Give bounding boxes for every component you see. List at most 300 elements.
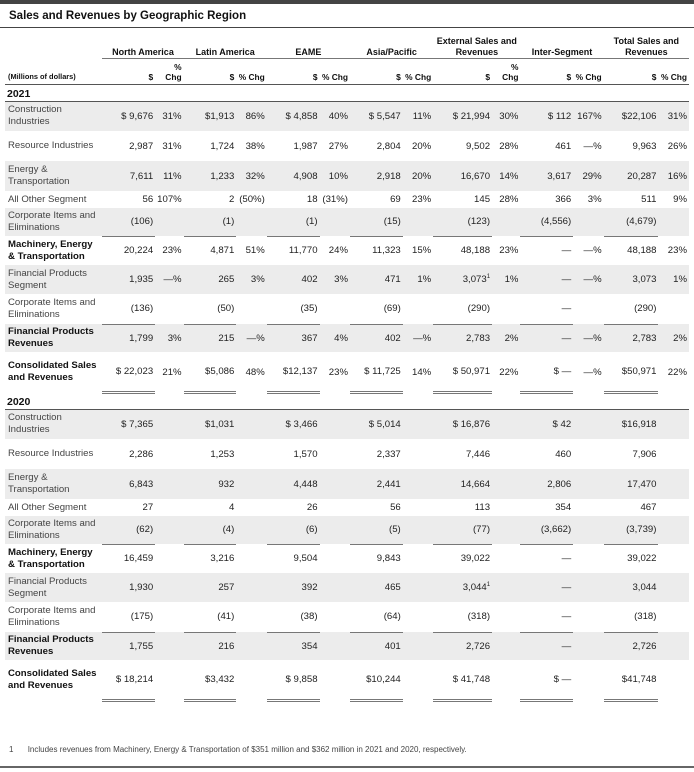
cell-total-value	[604, 516, 659, 544]
cell-text: 9,502	[466, 140, 491, 152]
cell-text: $ 50,971	[452, 365, 491, 377]
cell-external-value	[433, 409, 492, 439]
row-label: Energy & Transportation	[5, 469, 102, 499]
cell-north-america-pct	[155, 516, 183, 544]
cell-asia-pacific-pct: 15%	[412, 245, 432, 256]
cell-text: 6,843	[129, 478, 154, 490]
cell-latin-america-pct: 3%	[236, 265, 266, 294]
cell-asia-pacific-value	[350, 324, 403, 352]
cell-text: $16,918	[621, 418, 657, 430]
row-label: Financial Products Segment	[5, 265, 102, 294]
cell-eame-pct: 4%	[320, 324, 350, 352]
cell-north-america-pct	[155, 573, 183, 602]
cell-total-pct	[658, 469, 689, 499]
col-dollar-eame: $	[267, 58, 320, 84]
cell-text: 354	[555, 502, 572, 513]
cell-latin-america-pct	[236, 499, 266, 516]
cell-eame-pct	[320, 602, 350, 632]
cell-text: $ 21,994	[452, 110, 491, 122]
cell-asia-pacific-value	[350, 660, 403, 700]
title-divider	[0, 27, 694, 28]
cell-text: 16,670	[460, 170, 491, 182]
header-asia-pacific: Asia/Pacific	[350, 31, 433, 58]
cell-latin-america-pct: 51%	[245, 245, 265, 256]
cell-latin-america-value	[184, 265, 237, 294]
cell-north-america-pct	[155, 544, 183, 573]
cell-asia-pacific-pct: 1%	[403, 265, 433, 294]
cell-text: (15)	[383, 216, 401, 228]
cell-north-america-value	[102, 101, 155, 131]
cell-total-value	[604, 265, 659, 294]
cell-latin-america-pct	[236, 632, 266, 660]
row-label: All Other Segment	[8, 501, 87, 513]
cell-text: 1,987	[293, 140, 318, 152]
cell-north-america-value	[102, 131, 155, 161]
cell-eame-pct	[320, 632, 350, 660]
cell-text: —	[561, 582, 572, 593]
cell-north-america-value	[102, 191, 155, 208]
cell-external-pct	[492, 294, 520, 324]
cell-inter-segment-value	[520, 632, 573, 660]
cell-external-pct	[492, 573, 520, 602]
cell-text: (290)	[634, 303, 657, 315]
cell-total-value	[604, 499, 659, 516]
cell-inter-segment-pct	[573, 660, 603, 700]
footnote-marker: 1	[9, 745, 14, 754]
cell-text: 1,799	[129, 332, 154, 344]
row-label: Corporate Items and Eliminations	[5, 208, 102, 236]
cell-text: (62)	[136, 524, 154, 536]
cell-inter-segment-pct	[573, 573, 603, 602]
cell-text: 465	[384, 582, 401, 593]
cell-inter-segment-pct: —%	[583, 366, 602, 378]
cell-total-pct: 16%	[658, 161, 689, 191]
cell-eame-pct: 3%	[320, 265, 350, 294]
cell-text: (3,739)	[626, 524, 657, 536]
table-row	[5, 439, 689, 469]
cell-text: (290)	[467, 303, 491, 315]
row-label: Energy & Transportation	[5, 161, 102, 191]
footnote-ref: 1	[486, 273, 491, 280]
cell-asia-pacific-value	[350, 602, 403, 632]
cell-inter-segment-value	[520, 409, 573, 439]
cell-total-pct	[658, 516, 689, 544]
cell-text: 216	[218, 640, 235, 652]
cell-inter-segment-value	[520, 439, 573, 469]
cell-text: 20,287	[627, 170, 657, 182]
cell-asia-pacific-value	[350, 208, 403, 236]
cell-north-america-value	[102, 439, 155, 469]
cell-external-pct: 28%	[499, 140, 519, 152]
cell-asia-pacific-value	[350, 101, 403, 131]
cell-text: 2,337	[376, 448, 401, 460]
cell-text: $ 4,858	[285, 110, 318, 122]
cell-text: 366	[555, 194, 572, 205]
cell-latin-america-value	[184, 294, 237, 324]
cell-north-america-value	[102, 544, 155, 573]
cell-text: 215	[218, 332, 235, 344]
cell-eame-value	[267, 544, 320, 573]
cell-external-pct: 30%	[492, 101, 520, 131]
cell-eame-pct	[320, 208, 350, 236]
cell-eame-value	[267, 161, 320, 191]
cell-inter-segment-value	[520, 602, 573, 632]
cell-latin-america-pct: 32%	[236, 161, 266, 191]
top-border	[0, 0, 694, 4]
cell-text: 3,617	[547, 170, 572, 182]
cell-inter-segment-pct: 167%	[573, 101, 603, 131]
cell-text: 11,323	[372, 245, 401, 257]
cell-text: —	[561, 611, 572, 623]
cell-asia-pacific-pct	[403, 208, 433, 236]
cell-text: 56	[390, 502, 401, 513]
cell-asia-pacific-value	[350, 161, 403, 191]
table-row	[5, 660, 689, 700]
cell-asia-pacific-pct	[403, 632, 433, 660]
cell-text: (41)	[217, 611, 235, 623]
col-dollar-latin-america: $	[184, 58, 237, 84]
cell-inter-segment-pct	[573, 409, 603, 439]
cell-text: (69)	[383, 303, 401, 315]
cell-inter-segment-value	[520, 161, 573, 191]
cell-total-pct: 22%	[667, 366, 687, 378]
cell-text: 16,459	[123, 553, 154, 565]
cell-text: 9,504	[293, 553, 318, 565]
row-label: Resource Industries	[8, 140, 94, 151]
row-label: Consolidated Sales and Revenues	[8, 668, 97, 691]
cell-latin-america-pct	[236, 516, 266, 544]
cell-north-america-value	[102, 516, 155, 544]
cell-north-america-pct: 31%	[155, 101, 183, 131]
cell-text: (136)	[130, 303, 154, 315]
cell-text: (1)	[222, 216, 235, 228]
cell-latin-america-pct: 38%	[245, 140, 265, 152]
table-row	[5, 236, 689, 265]
cell-text: 4	[229, 502, 235, 513]
cell-external-pct	[492, 544, 520, 573]
cell-total-pct	[658, 439, 689, 469]
cell-external-value	[433, 516, 492, 544]
cell-text: 3,216	[210, 553, 235, 565]
cell-total-pct: 2%	[658, 324, 689, 352]
cell-latin-america-value	[184, 208, 237, 236]
cell-inter-segment-value	[520, 131, 573, 161]
cell-text: $ 9,858	[285, 673, 318, 685]
cell-text: $ —	[553, 673, 572, 685]
cell-text: 1,935	[129, 274, 154, 285]
cell-inter-segment-pct: 3%	[587, 194, 602, 205]
cell-text: (318)	[467, 611, 491, 623]
cell-latin-america-value	[184, 101, 237, 131]
cell-eame-pct	[320, 499, 350, 516]
cell-text: $ 42	[552, 418, 572, 430]
table-row	[5, 409, 689, 439]
cell-text: 257	[218, 582, 235, 593]
cell-total-value	[604, 161, 659, 191]
col-pct-north-america: % Chg	[155, 58, 183, 84]
cell-text: 354	[301, 640, 318, 652]
cell-asia-pacific-pct: 11%	[403, 101, 433, 131]
cell-north-america-pct	[155, 409, 183, 439]
table-row	[5, 499, 689, 516]
cell-eame-value	[267, 632, 320, 660]
cell-text: 2,441	[376, 478, 401, 490]
cell-external-value	[433, 469, 492, 499]
cell-asia-pacific-pct	[403, 294, 433, 324]
cell-latin-america-pct: 86%	[236, 101, 266, 131]
cell-eame-pct	[320, 469, 350, 499]
cell-text: 4,448	[293, 478, 318, 490]
cell-north-america-value	[102, 409, 155, 439]
cell-total-pct	[658, 208, 689, 236]
cell-eame-pct	[320, 294, 350, 324]
cell-text: $1,913	[205, 110, 235, 122]
cell-latin-america-pct	[236, 409, 266, 439]
cell-total-value	[604, 236, 659, 265]
table-row	[5, 208, 689, 236]
col-dollar-asia-pacific: $	[350, 58, 403, 84]
cell-text: $ 5,014	[368, 418, 401, 430]
cell-inter-segment-value	[520, 324, 573, 352]
cell-text: 401	[384, 640, 401, 652]
cell-text: $12,137	[282, 365, 318, 377]
cell-text: $ 3,466	[285, 418, 318, 430]
cell-eame-value	[267, 294, 320, 324]
cell-eame-pct	[320, 516, 350, 544]
cell-text: 2,726	[466, 640, 491, 652]
cell-north-america-pct	[155, 632, 183, 660]
cell-north-america-value	[102, 236, 155, 265]
cell-north-america-pct	[155, 439, 183, 469]
cell-text: (64)	[383, 611, 401, 623]
header-inter-segment: Inter-Segment	[520, 31, 603, 58]
cell-text: 27	[142, 502, 154, 513]
cell-asia-pacific-value	[350, 294, 403, 324]
cell-text: 367	[301, 332, 318, 344]
cell-total-pct	[658, 544, 689, 573]
cell-north-america-pct: —%	[155, 265, 183, 294]
cell-text: 48,188	[460, 245, 491, 257]
row-label: Resource Industries	[8, 448, 94, 459]
cell-external-value	[433, 660, 492, 700]
footnote-text: Includes revenues from Machinery, Energy & Transportation of $351 million and $362 million in 2021 and 2020, respectively.	[27, 745, 467, 754]
cell-asia-pacific-value	[350, 131, 403, 161]
cell-text: $3,432	[205, 673, 235, 685]
cell-inter-segment-value	[520, 469, 573, 499]
cell-eame-value	[267, 352, 320, 392]
table-row	[5, 294, 689, 324]
col-pct-external: % Chg	[492, 58, 520, 84]
row-label: Financial Products Revenues	[5, 324, 102, 352]
cell-north-america-value	[102, 352, 155, 392]
cell-text: $ 16,876	[452, 418, 491, 430]
cell-text: —	[561, 245, 572, 257]
cell-eame-pct	[320, 409, 350, 439]
cell-text: (50)	[217, 303, 235, 315]
cell-external-value	[433, 632, 492, 660]
cell-text: —	[561, 640, 572, 652]
cell-eame-pct: 27%	[328, 140, 348, 152]
table-row	[5, 191, 689, 208]
cell-total-value	[604, 294, 659, 324]
cell-inter-segment-pct	[573, 439, 603, 469]
header-total-sales: Total Sales and Revenues	[604, 31, 689, 58]
cell-inter-segment-pct	[573, 602, 603, 632]
col-pct-eame: % Chg	[320, 58, 350, 84]
cell-north-america-value	[102, 324, 155, 352]
cell-eame-pct: 40%	[320, 101, 350, 131]
cell-text: $1,031	[205, 418, 235, 430]
cell-latin-america-value	[184, 573, 237, 602]
cell-text: (6)	[305, 524, 318, 536]
cell-total-pct	[658, 499, 689, 516]
year-row-2021	[5, 84, 689, 101]
cell-text: 402	[384, 332, 401, 344]
cell-latin-america-pct	[236, 544, 266, 573]
cell-external-value	[433, 439, 492, 469]
cell-latin-america-value	[184, 131, 237, 161]
cell-total-pct	[658, 294, 689, 324]
page-title: Sales and Revenues by Geographic Region	[9, 10, 247, 22]
cell-external-pct	[492, 516, 520, 544]
cell-text: $ 11,725	[364, 365, 401, 377]
cell-asia-pacific-pct: 20%	[412, 140, 432, 152]
cell-inter-segment-value	[520, 352, 573, 392]
cell-total-pct	[658, 602, 689, 632]
cell-asia-pacific-value	[350, 499, 403, 516]
cell-north-america-value	[102, 161, 155, 191]
cell-asia-pacific-value	[350, 544, 403, 573]
cell-latin-america-value	[184, 324, 237, 352]
table-row	[5, 265, 689, 294]
cell-inter-segment-pct	[573, 632, 603, 660]
cell-text: 3,044	[632, 582, 657, 593]
cell-eame-value	[267, 602, 320, 632]
cell-eame-value	[267, 516, 320, 544]
cell-text: 56	[142, 194, 154, 205]
cell-text: (77)	[472, 524, 491, 536]
cell-text: (175)	[130, 611, 154, 623]
cell-inter-segment-value	[520, 499, 573, 516]
cell-eame-value	[267, 191, 320, 208]
cell-asia-pacific-value	[350, 265, 403, 294]
row-label: Corporate Items and Eliminations	[8, 297, 96, 320]
cell-text: 3,073	[632, 274, 657, 285]
cell-text: 4,871	[210, 245, 235, 257]
cell-text: 1,930	[129, 582, 154, 593]
col-dollar-total: $	[604, 58, 659, 84]
cell-text: 145	[474, 194, 491, 205]
cell-inter-segment-pct: —%	[573, 265, 603, 294]
cell-total-pct	[658, 632, 689, 660]
cell-asia-pacific-value	[350, 352, 403, 392]
cell-latin-america-value	[184, 544, 237, 573]
cell-north-america-pct: 107%	[157, 194, 182, 205]
cell-latin-america-value	[184, 409, 237, 439]
cell-inter-segment-pct	[573, 294, 603, 324]
cell-total-value	[604, 191, 659, 208]
cell-text: $ 9,676	[121, 110, 154, 122]
cell-external-pct: 1%	[492, 265, 520, 294]
col-pct-latin-america: % Chg	[236, 58, 266, 84]
table-row	[5, 632, 689, 660]
table-row	[5, 573, 689, 602]
cell-external-pct	[492, 632, 520, 660]
cell-external-value	[433, 131, 492, 161]
cell-asia-pacific-pct	[403, 516, 433, 544]
cell-external-pct	[492, 439, 520, 469]
group-header-row	[5, 31, 689, 58]
cell-asia-pacific-pct: 23%	[412, 194, 432, 205]
cell-text: 7,611	[129, 170, 154, 182]
cell-total-value	[604, 602, 659, 632]
cell-total-pct: 31%	[658, 101, 689, 131]
cell-inter-segment-pct	[573, 544, 603, 573]
year-row-2020	[5, 392, 689, 409]
cell-asia-pacific-value	[350, 516, 403, 544]
cell-text: (4,679)	[626, 216, 657, 228]
cell-eame-value	[267, 499, 320, 516]
col-pct-inter-segment: % Chg	[573, 58, 603, 84]
cell-asia-pacific-pct	[403, 409, 433, 439]
cell-text: 26	[306, 502, 318, 513]
cell-text: 460	[555, 448, 572, 460]
cell-text: (5)	[389, 524, 401, 536]
cell-total-value	[604, 469, 659, 499]
cell-eame-value	[267, 236, 320, 265]
cell-eame-value	[267, 660, 320, 700]
cell-latin-america-value	[184, 499, 237, 516]
cell-eame-pct	[320, 439, 350, 469]
cell-external-value	[433, 544, 492, 573]
col-dollar-inter-segment: $	[520, 58, 573, 84]
cell-latin-america-pct	[236, 208, 266, 236]
cell-text: 2,987	[129, 140, 154, 152]
cell-total-value	[604, 324, 659, 352]
cell-external-pct: 2%	[492, 324, 520, 352]
cell-text: —	[561, 274, 572, 285]
cell-eame-pct: 24%	[328, 245, 348, 256]
cell-text: 2,726	[632, 640, 657, 652]
cell-external-value	[433, 101, 492, 131]
cell-inter-segment-pct: —%	[583, 140, 602, 152]
cell-total-value	[604, 352, 659, 392]
cell-text: 471	[384, 274, 401, 285]
cell-inter-segment-value	[520, 294, 573, 324]
cell-asia-pacific-value	[350, 409, 403, 439]
cell-inter-segment-pct	[573, 469, 603, 499]
cell-eame-pct	[320, 660, 350, 700]
row-label: Consolidated Sales and Revenues	[8, 360, 97, 383]
cell-text: 7,906	[632, 448, 657, 460]
cell-text: (38)	[300, 611, 318, 623]
cell-text: $5,086	[205, 365, 235, 377]
col-dollar-external: $	[433, 58, 492, 84]
cell-text: 1,253	[210, 448, 235, 460]
cell-text: 392	[301, 582, 318, 593]
cell-text: 9,963	[632, 140, 657, 152]
cell-text: 18	[306, 194, 318, 205]
cell-inter-segment-value	[520, 191, 573, 208]
cell-inter-segment-value	[520, 660, 573, 700]
cell-text: 2	[229, 194, 235, 205]
cell-text: $ 5,547	[368, 110, 401, 122]
cell-external-pct: 23%	[499, 245, 519, 256]
cell-text: (106)	[130, 216, 154, 228]
table-row	[5, 469, 689, 499]
cell-north-america-value	[102, 294, 155, 324]
cell-asia-pacific-pct: 20%	[403, 161, 433, 191]
